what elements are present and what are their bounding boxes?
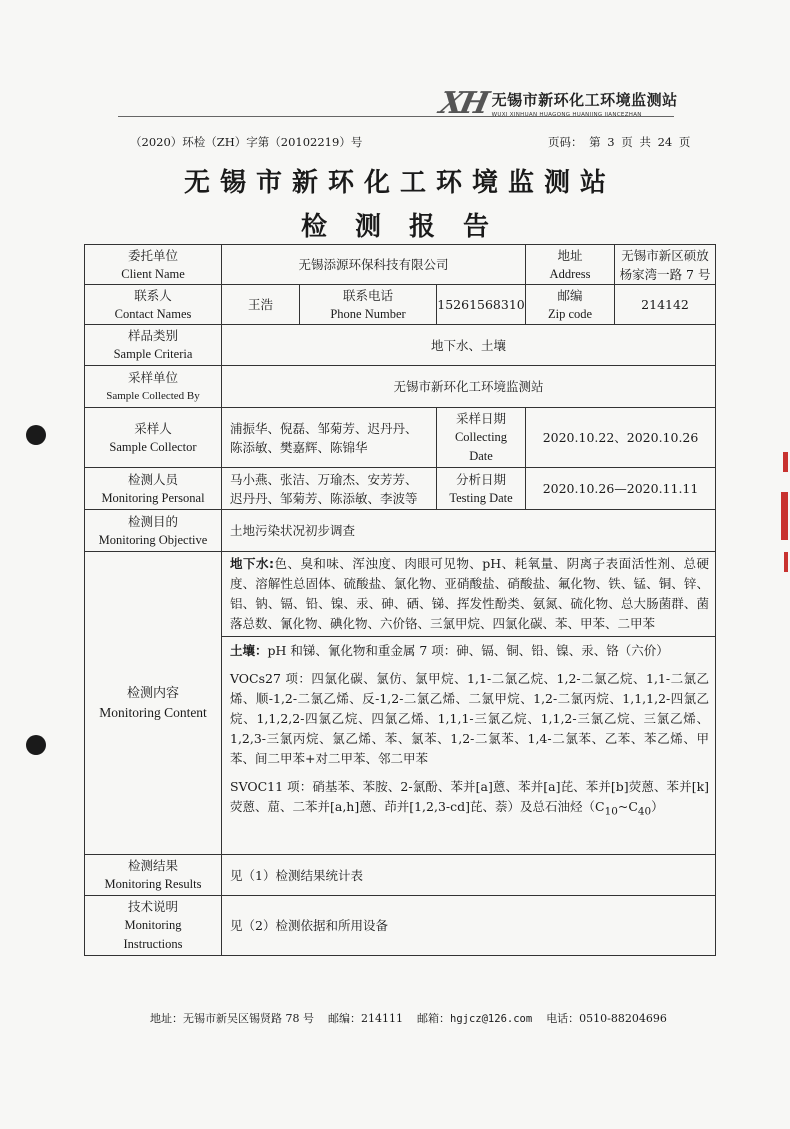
page-info: 页码： 第 3 页 共 24 页 <box>548 135 691 149</box>
instructions-value: 见（2）检测依据和所用设备 <box>222 896 716 956</box>
logo-org-name-cn: 无锡市新环化工环境监测站 <box>491 91 678 109</box>
collected-by-label: 采样单位 Sample Collected By <box>85 366 222 408</box>
content-value <box>222 552 716 855</box>
zip-label: 邮编 Zip code <box>526 285 615 325</box>
edge-mark <box>784 552 788 572</box>
binder-hole <box>26 425 46 445</box>
row-content <box>85 552 716 855</box>
document-number: （2020）环检（ZH）字第（20102219）号 <box>130 135 363 149</box>
row-client <box>85 245 716 285</box>
collecting-date-value: 2020.10.22、2020.10.26 <box>526 408 716 468</box>
svoc-items: SVOC11 项：硝基苯、苯胺、2-氯酚、苯并[a]蒽、苯并[a]芘、苯并[b]荧蒽、苯并[k]荧蒽、䓛、二苯并[a,h]蒽、茚并[1,2,3-cd]芘、萘）及总石油烃$(C_{10}\sim C_{40})$ <box>230 779 710 818</box>
row-collected-by <box>85 366 716 408</box>
logo-org-name-en: WUXI XINHUAN HUAGONG HUANJING JIANCEZHAN <box>491 112 642 118</box>
content-label: 检测内容 Monitoring Content <box>85 552 222 855</box>
results-label: 检测结果 Monitoring Results <box>85 855 222 896</box>
vocs-items: VOCs27 项：四氯化碳、氯仿、氯甲烷、1,1-二氯乙烷、1,2-二氯乙烷、1,1-二氯乙烯、顺-1,2-二氯乙烯、反-1,2-二氯乙烯、二氯甲烷、1,2-二氯丙烷、1,1,1,2-四氯乙烷、1,1,2,2-四氯乙烷、四氯乙烯、1,1,1-三氯乙烷、1,1,2-三氯乙烷、三氯乙烯、1,2,3-三氯丙烷、氯乙烯、苯、氯苯、1,2-二氯苯、1,4-二氯苯、乙苯、苯乙烯、甲苯、间二甲苯+对二甲苯、邻二甲苯 <box>230 671 710 766</box>
collected-by-value: 无锡市新环化工环境监测站 <box>222 366 716 408</box>
soil-items: 土壤：pH 和锑、氰化物和重金属 7 项：砷、镉、铜、铅、镍、汞、铬（六价） <box>230 643 669 658</box>
criteria-label: 样品类别 Sample Criteria <box>85 325 222 366</box>
edge-mark <box>783 452 788 472</box>
edge-mark <box>781 492 788 540</box>
monitor-value: 马小燕、张洁、万瑜杰、安芳芳、 迟丹丹、邹菊芳、陈添敏、李波等 <box>222 468 437 510</box>
client-value: 无锡添源环保科技有限公司 <box>222 245 526 285</box>
objective-value: 土地污染状况初步调查 <box>222 510 716 552</box>
objective-label: 检测目的 Monitoring Objective <box>85 510 222 552</box>
testing-date-value: 2020.10.26—2020.11.11 <box>526 468 716 510</box>
row-collector <box>85 408 716 468</box>
row-contact <box>85 285 716 325</box>
phone-value: 15261568310 <box>437 285 526 325</box>
collecting-date-label: 采样日期 Collecting Date <box>437 408 526 468</box>
collector-value: 浦振华、倪磊、邹菊芳、迟丹丹、 陈添敏、樊嘉辉、陈锦华 <box>222 408 437 468</box>
collector-label: 采样人 Sample Collector <box>85 408 222 468</box>
footer-email: hgjcz@126.com <box>450 1013 533 1025</box>
row-criteria <box>85 325 716 366</box>
instructions-label: 技术说明 Monitoring Instructions <box>85 896 222 956</box>
report-title: 检测报告 <box>300 212 517 242</box>
contact-value: 王浩 <box>222 285 300 325</box>
row-objective <box>85 510 716 552</box>
client-label: 委托单位 Client Name <box>85 245 222 285</box>
address-label: 地址 Address <box>526 245 615 285</box>
monitor-label: 检测人员 Monitoring Personal <box>85 468 222 510</box>
row-monitor <box>85 468 716 510</box>
footer-phone: 电话：0510-88204696 <box>546 1012 667 1025</box>
content-divider <box>222 636 715 637</box>
row-results <box>85 855 716 896</box>
logo-mark: XH <box>436 86 490 121</box>
groundwater-items: 地下水:色、臭和味、浑浊度、肉眼可见物、pH、耗氧量、阴离子表面活性剂、总硬度、溶解性总固体、硫酸盐、氯化物、亚硝酸盐、硝酸盐、氟化物、铁、锰、铜、锌、铝、钠、镉、铅、镍、汞、砷、硒、锑、挥发性酚类、氨氮、硫化物、总大肠菌群、菌落总数、氰化物、碘化物、六价铬、三氯甲烷、四氯化碳、苯、甲苯、二甲苯 <box>230 556 710 631</box>
testing-date-label: 分析日期 Testing Date <box>437 468 526 510</box>
report-org-title: 无锡市新环化工环境监测站 <box>183 168 616 198</box>
footer-email-label: 邮箱： <box>417 1012 450 1025</box>
criteria-value: 地下水、土壤 <box>222 325 716 366</box>
row-instructions <box>85 896 716 956</box>
phone-label: 联系电话 Phone Number <box>300 285 437 325</box>
contact-label: 联系人 Contact Names <box>85 285 222 325</box>
binder-hole <box>26 735 46 755</box>
report-info-table <box>84 244 716 956</box>
address-value: 无锡市新区硕放 杨家湾一路 7 号 <box>615 245 716 285</box>
page-footer <box>150 1010 667 1026</box>
zip-value: 214142 <box>615 285 716 325</box>
footer-zip: 邮编：214111 <box>328 1012 403 1025</box>
results-value: 见（1）检测结果统计表 <box>222 855 716 896</box>
footer-address: 地址：无锡市新吴区锡贤路 78 号 <box>150 1012 314 1025</box>
header-divider <box>118 116 674 117</box>
